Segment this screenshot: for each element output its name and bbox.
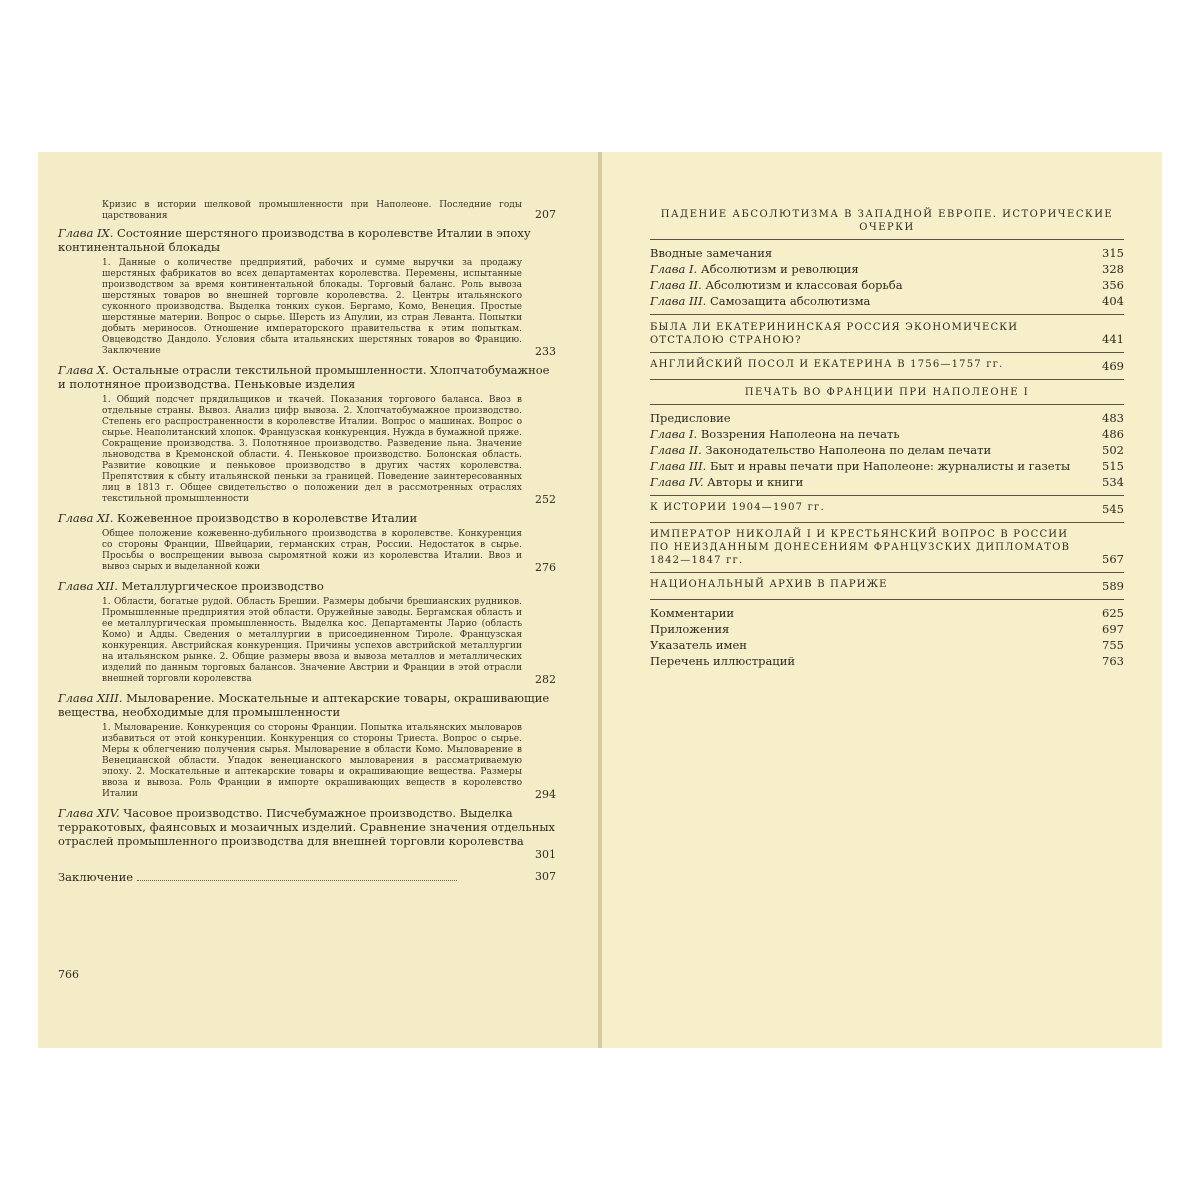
entry-text xyxy=(650,277,1084,293)
page-ref: 356 xyxy=(1102,278,1124,292)
chapter-detail-row xyxy=(58,391,556,507)
entry-title: Указатель имен xyxy=(650,638,747,652)
entry-title: Вводные замечания xyxy=(650,246,773,260)
chapter-title: Мыловарение. Москательные и аптекарские товары, окрашивающие вещества, необходимые для промышленности xyxy=(58,691,550,719)
toc-entry xyxy=(650,621,1124,637)
entry-label: Глава I. xyxy=(650,427,698,441)
entry-label: Глава II. xyxy=(650,278,702,292)
entry-text xyxy=(650,474,1084,490)
toc-entry xyxy=(650,410,1124,426)
entry-text xyxy=(650,653,1084,669)
page-ref: 625 xyxy=(1102,606,1124,620)
chapter-label: Глава X. xyxy=(58,363,109,377)
divider xyxy=(650,495,1124,496)
chapter-label: Глава XIII. xyxy=(58,691,123,705)
section-header: ПЕЧАТЬ ВО ФРАНЦИИ ПРИ НАПОЛЕОНЕ I xyxy=(744,387,1030,398)
section-header: ПАДЕНИЕ АБСОЛЮТИЗМА В ЗАПАДНОЙ ЕВРОПЕ. ИСТОРИЧЕСКИЕ ОЧЕРКИ xyxy=(660,209,1114,233)
chapter-heading xyxy=(58,806,556,848)
chapter-label: Глава XIV. xyxy=(58,806,120,820)
right-page xyxy=(602,152,1162,1048)
chapter-heading xyxy=(58,691,556,719)
toc-entry xyxy=(650,321,1124,347)
page-ref: 483 xyxy=(1102,411,1124,425)
entry-text xyxy=(650,605,1084,621)
chapter-heading xyxy=(58,511,556,525)
chapter-detail: 1. Данные о количестве предприятий, рабочих и сумме выручки за продажу шерстяных фабрикатов во всех департаментах королевства. Перемены, испытанные производством за время континентальной блокады. Торговый баланс. Роль вывоза шерстяных товаров во внешней торговле королевства. 2. Центры итальянского суконного производства. Выделка тонких сукон. Бергамо, Комо, Венеция. Простые шерстяные материи. Вопрос о сырье. Шерсть из Апулии, из стран Леванта. Попытки добыть мериносов. Отношение императорского правительства к этим попыткам. Овцеводство Дандоло. Условия сбыта итальянских шерстяных товаров во Францию. Заключение xyxy=(102,258,522,356)
entry-title: Воззрения Наполеона на печать xyxy=(700,427,900,441)
entry-title: АНГЛИЙСКИЙ ПОСОЛ И ЕКАТЕРИНА В 1756—1757 гг. xyxy=(650,359,1004,370)
toc-entry xyxy=(650,653,1124,669)
entry-title: К ИСТОРИИ 1904—1907 гг. xyxy=(650,502,825,513)
right-toc xyxy=(650,202,1124,669)
chapter-entry xyxy=(58,226,556,359)
chapter-heading xyxy=(58,226,556,254)
conclusion-entry xyxy=(58,870,556,884)
divider xyxy=(650,599,1124,600)
entry-label: Глава I. xyxy=(650,262,698,276)
page-ref: 469 xyxy=(1102,359,1124,373)
page-ref: 486 xyxy=(1102,427,1124,441)
page-ref: 307 xyxy=(535,870,556,883)
chapter-title: Часовое производство. Писчебумажное производство. Выделка терракотовых, фаянсовых и мозаичных изделий. Сравнение значения отдельных отраслей промышленного производства для внешней торговли королевства xyxy=(58,806,556,848)
entry-label: Глава IV. xyxy=(650,475,704,489)
chapter-detail-row xyxy=(58,848,556,862)
chapter-heading xyxy=(58,579,556,593)
divider xyxy=(650,314,1124,315)
entry-text xyxy=(650,293,1084,309)
entry-title: Абсолютизм и революция xyxy=(700,262,859,276)
page-ref: 697 xyxy=(1102,622,1124,636)
page-ref: 755 xyxy=(1102,638,1124,652)
page-ref: 567 xyxy=(1102,552,1124,566)
divider xyxy=(650,352,1124,353)
continuation-entry xyxy=(58,200,556,222)
page-ref: 534 xyxy=(1102,475,1124,489)
entry-text xyxy=(650,458,1084,474)
chapter-label: Глава XI. xyxy=(58,511,114,525)
toc-entry xyxy=(650,261,1124,277)
chapter-detail: Общее положение кожевенно-дубильного производства в королевстве. Конкуренция со стороны Франции, Швейцарии, германских стран, России. Недостаток в сырье. Просьбы о воспрещении вывоза сыромятной кожи из королевства Италии. Ввоз и вывоз сырых и выделанной кожи xyxy=(102,529,522,572)
section-list xyxy=(650,245,1124,309)
page-number: 766 xyxy=(58,968,79,981)
entry-title: Абсолютизм и классовая борьба xyxy=(705,278,903,292)
page-ref: 282 xyxy=(535,673,556,686)
page-ref: 252 xyxy=(535,493,556,506)
chapter-title: Состояние шерстяного производства в королевстве Италии в эпоху континентальной блокады xyxy=(58,226,531,254)
chapter-detail: 1. Области, богатые рудой. Область Брешии. Размеры добычи брешианских рудников. Промышленные предприятия этой области. Оружейные заводы. Бергамская область и ее металлургическая промышленность. Выделка кос. Департаменты Ларио (область Комо) и Адды. Сведения о металлургии в присоединенном Тироле. Французская конкуренция. Австрийская конкуренция. Причины успехов австрийской металлургии на итальянском рынке. 2. Общие размеры ввоза и вывоза металлов и металлических изделий по данным торговых балансов. Значение Австрии и Франции в этой отрасли внешней торговли королевства xyxy=(102,597,522,684)
left-page xyxy=(38,152,598,1048)
divider xyxy=(650,572,1124,573)
chapter-title: Остальные отрасли текстильной промышленности. Хлопчатобумажное и полотняное производства. Пеньковые изделия xyxy=(58,363,550,391)
chapter-title: Металлургическое производство xyxy=(121,579,324,593)
chapter-entry xyxy=(58,806,556,862)
toc-entry xyxy=(650,605,1124,621)
entry-title: Авторы и книги xyxy=(707,475,804,489)
page-ref: 294 xyxy=(535,788,556,801)
toc-entry xyxy=(650,245,1124,261)
chapter-detail-row xyxy=(58,719,556,802)
page-ref: 207 xyxy=(535,208,556,221)
toc-entry xyxy=(650,458,1124,474)
chapter-entry xyxy=(58,579,556,687)
page-ref: 441 xyxy=(1102,332,1124,346)
entry-title: Комментарии xyxy=(650,606,735,620)
page-ref: 589 xyxy=(1102,579,1124,593)
chapter-title: Кожевенное производство в королевстве Италии xyxy=(117,511,418,525)
toc-entry xyxy=(650,578,1124,594)
chapter-detail-row xyxy=(58,254,556,359)
end-matter-list xyxy=(650,605,1124,669)
entry-title: БЫЛА ЛИ ЕКАТЕРИНИНСКАЯ РОССИЯ ЭКОНОМИЧЕСКИ ОТСТАЛОЮ СТРАНОЮ? xyxy=(650,322,1019,346)
toc-entry xyxy=(650,426,1124,442)
page-ref: 545 xyxy=(1102,502,1124,516)
entry-title: Самозащита абсолютизма xyxy=(709,294,871,308)
page-ref: 315 xyxy=(1102,246,1124,260)
section-list xyxy=(650,410,1124,490)
page-ref: 404 xyxy=(1102,294,1124,308)
chapter-label: Глава IX. xyxy=(58,226,114,240)
chapter-entry xyxy=(58,511,556,575)
entry-text xyxy=(650,637,1084,653)
page-ref: 301 xyxy=(535,848,556,861)
divider xyxy=(650,404,1124,405)
page-ref: 763 xyxy=(1102,654,1124,668)
divider xyxy=(650,379,1124,380)
divider xyxy=(650,239,1124,240)
entry-text xyxy=(650,261,1084,277)
entry-title: НАЦИОНАЛЬНЫЙ АРХИВ В ПАРИЖЕ xyxy=(650,579,888,590)
toc-entry xyxy=(650,501,1124,517)
entry-text xyxy=(650,245,1084,261)
entry-text xyxy=(650,442,1084,458)
page-ref: 276 xyxy=(535,561,556,574)
chapter-label: Глава XII. xyxy=(58,579,118,593)
entry-text xyxy=(650,426,1084,442)
entry-text xyxy=(650,410,1084,426)
divider xyxy=(650,522,1124,523)
page-ref: 233 xyxy=(535,345,556,358)
entry-title: Предисловие xyxy=(650,411,731,425)
toc-entry xyxy=(650,528,1124,567)
entry-label: Глава II. xyxy=(650,443,702,457)
chapter-detail: 1. Общий подсчет прядильщиков и ткачей. Показания торгового баланса. Ввоз в отдельные страны. Вывоз. Анализ цифр вывоза. 2. Хлопчатобумажное производство. Степень его распространенности в королевстве Италии. Вопрос о машинах. Вопрос о сырье. Неаполитанский хлопок. Французская конкуренция. Нужда в бумажной пряже. Сокращение производства. 3. Полотняное производство. Разведение льна. Значение льноводства в Кремонской области. 4. Пеньковое производство. Болонская область. Развитие ковоцкие и пеньковое производство в других частях королевства. Препятствия к сбыту итальянской пеньки за границей. Поведение заинтересованных лиц в 1813 г. Общее свидетельство о положении дел в рассмотренных отраслях текстильной промышленности xyxy=(102,395,522,504)
continuation-text: Кризис в истории шелковой промышленности при Наполеоне. Последние годы царствования xyxy=(102,200,522,221)
chapter-list xyxy=(58,226,556,862)
entry-text xyxy=(650,621,1084,637)
page-ref: 502 xyxy=(1102,443,1124,457)
entry-label: Глава III. xyxy=(650,459,707,473)
toc-entry xyxy=(650,277,1124,293)
conclusion-label: Заключение xyxy=(58,870,134,884)
page-ref: 328 xyxy=(1102,262,1124,276)
toc-entry xyxy=(650,358,1124,374)
chapter-entry xyxy=(58,363,556,507)
toc-entry xyxy=(650,474,1124,490)
entry-label: Глава III. xyxy=(650,294,707,308)
entry-title: Законодательство Наполеона по делам печати xyxy=(705,443,992,457)
chapter-heading xyxy=(58,363,556,391)
chapter-entry xyxy=(58,691,556,802)
page-ref: 515 xyxy=(1102,459,1124,473)
entry-title: Приложения xyxy=(650,622,730,636)
chapter-detail: 1. Мыловарение. Конкуренция со стороны Франции. Попытка итальянских мыловаров избавиться от этой конкуренции. Конкуренция со стороны Триеста. Вопрос о сырье. Меры к облегчению получения сырья. Мыловарение в области Комо. Мыловарение в Венецианской области. Упадок венецианского мыловарения в рассматриваемую эпоху. 2. Москательные и аптекарские товары и окрашивающие вещества. Размеры ввоза и вывоза. Роль Франции в импорте окрашивающих веществ в королевство Италии xyxy=(102,723,522,799)
toc-entry xyxy=(650,442,1124,458)
toc-entry xyxy=(650,637,1124,653)
entry-title: Перечень иллюстраций xyxy=(650,654,796,668)
chapter-detail-row xyxy=(58,525,556,575)
entry-title: ИМПЕРАТОР НИКОЛАЙ I И КРЕСТЬЯНСКИЙ ВОПРОС В РОССИИ ПО НЕИЗДАННЫМ ДОНЕСЕНИЯМ ФРАНЦУЗСКИХ ДИПЛОМАТОВ 1842—1847 гг. xyxy=(650,529,1071,566)
left-toc xyxy=(58,200,556,884)
entry-title: Быт и нравы печати при Наполеоне: журналисты и газеты xyxy=(709,459,1071,473)
toc-entry xyxy=(650,293,1124,309)
chapter-detail-row xyxy=(58,593,556,687)
